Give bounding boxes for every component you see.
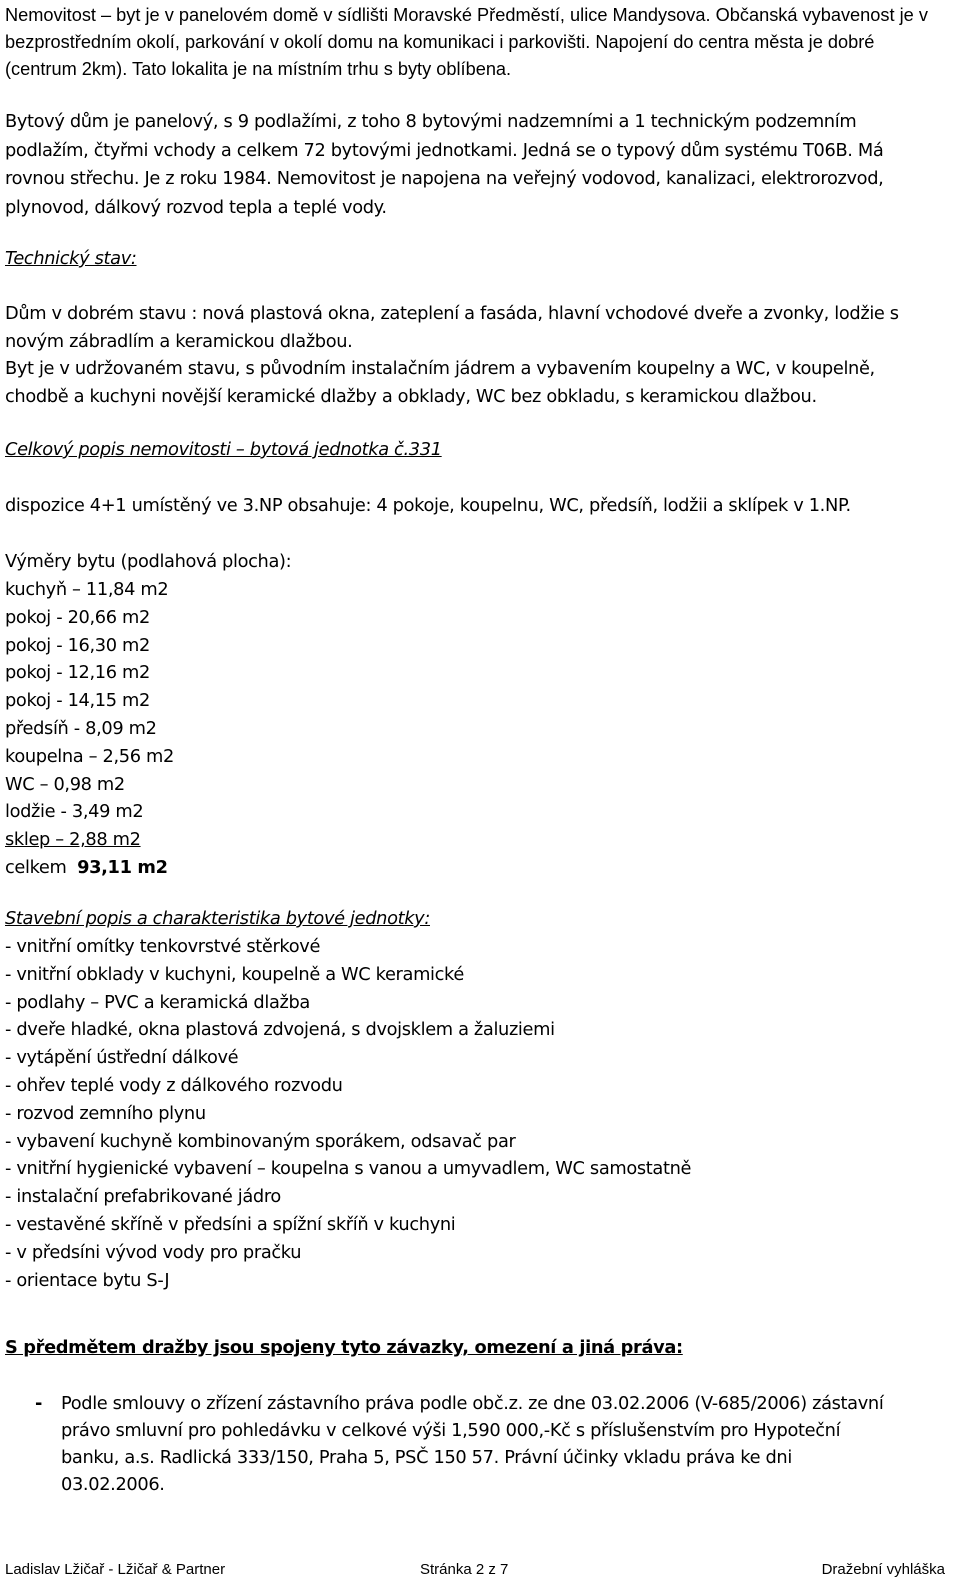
areas-list: [5, 576, 174, 882]
unit-heading: Celkový popis nemovitosti – bytová jednotka č.331: [5, 439, 442, 460]
area-item: WC – 0,98 m2: [5, 773, 125, 795]
area-item: pokoj - 14,15 m2: [5, 690, 150, 712]
construction-item: - rozvod zemního plynu: [5, 1102, 206, 1124]
footer-page-number: Stránka 2 z 7: [420, 1561, 509, 1578]
area-item: koupelna – 2,56 m2: [5, 745, 174, 767]
area-item: pokoj - 20,66 m2: [5, 606, 150, 628]
intro-paragraph: Nemovitost – byt je v panelovém domě v sídlišti Moravské Předměstí, ulice Mandysova. Občanská vybavenost je v bezprostředním okolí, parkování v okolí domu na komunikaci i parkovišti. Napojení do centra města je dobré (centrum 2km). Tato lokalita je na místním trhu s byty oblíbena.: [5, 5, 928, 79]
construction-item: - v předsíni vývod vody pro pračku: [5, 1241, 302, 1263]
construction-item: - vytápění ústřední dálkové: [5, 1047, 239, 1069]
area-total-value: 93,11 m2: [77, 856, 168, 878]
construction-item: - vestavěné skříně v předsíni a spížní skříň v kuchyni: [5, 1213, 456, 1235]
technical-heading: Technický stav:: [5, 248, 137, 269]
disposition-line: dispozice 4+1 umístěný ve 3.NP obsahuje: 4 pokoje, koupelnu, WC, předsíň, lodžii a sklípek v 1.NP.: [5, 495, 851, 516]
technical-house-paragraph: Dům v dobrém stavu : nová plastová okna, zateplení a fasáda, hlavní vchodové dveře a zvonky, lodžie s novým zábradlím a keramickou dlažbou.: [5, 303, 899, 352]
construction-item: - vnitřní omítky tenkovrstvé stěrkové: [5, 936, 321, 957]
construction-item: - vnitřní obklady v kuchyni, koupelně a WC keramické: [5, 963, 464, 985]
construction-item: - orientace bytu S-J: [5, 1269, 170, 1291]
encumbrance-text: Podle smlouvy o zřízení zástavního práva podle obč.z. ze dne 03.02.2006 (V-685/2006) zástavní právo smluvní pro pohledávku v celkové výši 1,590 000,-Kč s příslušenstvím pro Hypoteční banku, a.s. Radlická 333/150, Praha 5, PSČ 150 57. Právní účinky vkladu práva ke dni 03.02.2006.: [61, 1393, 884, 1495]
footer-author: Ladislav Lžičař - Lžičař & Partner: [5, 1561, 226, 1578]
construction-list: [5, 933, 691, 1294]
area-item: předsíň - 8,09 m2: [5, 717, 157, 739]
area-total-label: celkem: [5, 856, 67, 878]
area-item: kuchyň – 11,84 m2: [5, 579, 169, 600]
encumbrance-heading: S předmětem dražby jsou spojeny tyto závazky, omezení a jiná práva:: [5, 1337, 683, 1358]
construction-item: - dveře hladké, okna plastová zdvojená, s dvojsklem a žaluziemi: [5, 1019, 555, 1041]
area-item: sklep – 2,88 m2: [5, 829, 141, 851]
construction-item: - instalační prefabrikované jádro: [5, 1186, 281, 1208]
construction-item: - podlahy – PVC a keramická dlažba: [5, 991, 310, 1013]
technical-flat-paragraph: Byt je v udržovaném stavu, s původním instalačním jádrem a vybavením koupelny a WC, v koupelně, chodbě a kuchyni novější keramické dlažby a obklady, WC bez obkladu, s keramickou dlažbou.: [5, 358, 875, 407]
building-paragraph: Bytový dům je panelový, s 9 podlažími, z toho 8 bytovými nadzemními a 1 technickým podzemním podlažím, čtyřmi vchody a celkem 72 bytovými jednotkami. Jedná se o typový dům systému T06B. Má rovnou střechu. Je z roku 1984. Nemovitost je napojena na veřejný vodovod, kanalizaci, elektrorozvod, plynovod, dálkový rozvod tepla a teplé vody.: [5, 111, 884, 218]
construction-heading: Stavební popis a charakteristika bytové jednotky:: [5, 908, 430, 929]
area-item: pokoj - 12,16 m2: [5, 662, 150, 684]
areas-heading: Výměry bytu (podlahová plocha):: [5, 551, 292, 572]
construction-item: - ohřev teplé vody z dálkového rozvodu: [5, 1074, 343, 1096]
encumbrance-dash: -: [35, 1393, 43, 1414]
area-item: pokoj - 16,30 m2: [5, 634, 150, 656]
area-total: [5, 854, 174, 882]
area-item: lodžie - 3,49 m2: [5, 801, 144, 823]
construction-item: - vybavení kuchyně kombinovaným sporákem, odsavač par: [5, 1130, 516, 1152]
footer-document-title: Dražební vyhláška: [821, 1561, 945, 1578]
construction-item: - vnitřní hygienické vybavení – koupelna s vanou a umyvadlem, WC samostatně: [5, 1158, 692, 1180]
